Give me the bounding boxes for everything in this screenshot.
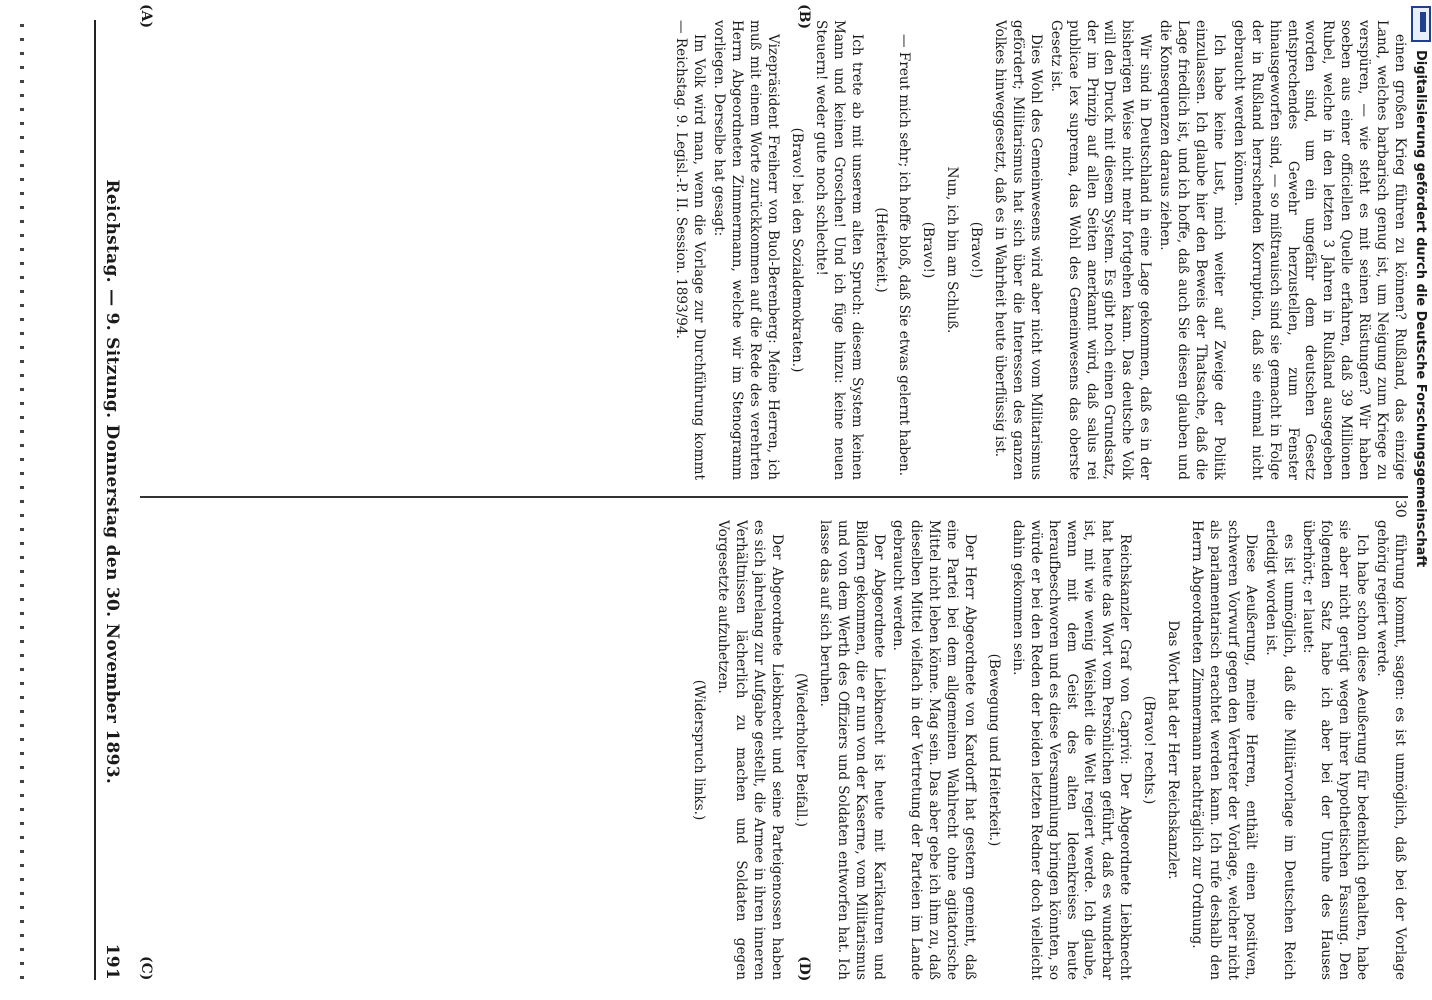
paragraph: Im Volk wird man, wenn die Vorlage zur Durchführung kommt — Reichstag. 9. Legisl.-P. II. Session. 1893/94. <box>673 20 708 480</box>
paragraph: (Widerspruch links.) <box>691 679 708 821</box>
sheet-number: 30 <box>1392 500 1408 518</box>
column-divider <box>140 496 1408 498</box>
paragraph: Das Wort hat der Herr Reichskanzler. <box>1165 620 1182 880</box>
paragraph: (Bravo! bei den Sozialdemokraten.) <box>788 127 805 373</box>
paragraph: Vizepräsident Freiherr von Buol-Berenberg: Meine Herren, ich muß mit einem Worte zurückkommen auf die Rede des verehrten Herrn Abgeordneten Zimmermann, welche wir im Stenogramm vorliegen. Derselbe hat gesagt: <box>711 20 781 480</box>
running-head <box>92 20 132 980</box>
right-text-column <box>140 520 1408 980</box>
paragraph: Nun, ich bin am Schluß. <box>944 166 961 334</box>
paragraph: Der Abgeordnete Liebknecht ist heute mit Karikaturen und Bildern gekommen, die er nun von der Kaserne, vom Militarismus und von dem Werth des Offiziers und Soldaten entworfen hat. Ich lasse das auf sich beruhen. <box>816 520 887 980</box>
paragraph: (Bravo! rechts.) <box>1141 695 1158 805</box>
margin-marker-b: (B) <box>796 4 812 30</box>
paragraph: Dies Wohl des Gemeinwesens wird aber nicht vom Militarismus gefördert; Militarismus hat sich über die Interessen des ganzen Volkes hinweggesetzt, daß es in Wahrheit heute überflüssig ist. <box>992 20 1044 480</box>
paragraph: Wir sind in Deutschland in eine Lage gekommen, daß es in der bisherigen Weise nicht mehr fortgehen kann. Das deutsche Volk will den Druck mit diesem System. Es gibt noch einen Grundsatz, der im Prinzip auf allen Seiten anerkannt wird, daß salus rei publicae lex suprema, das Wohl des Gemeinwesens das oberste Gesetz ist. <box>1047 20 1154 480</box>
paragraph: einen großen Krieg führen zu können? Rußland, das einzige Land, welches barbarisch genug ist, um Neigung zum Kriege zu verspüren, — wie steht es mit seinen Rüstungen? Wir haben soeben aus einer officiellen Quelle erfahren, daß 39 Millionen Rubel, welche in den letzten 3 Jahren in Rußland ausgegeben worden sind, um ein ungefähr dem deutschen Gesetz entsprechendes Gewehr herzustellen, zum Fenster hinausgeworfen sind, — so mißtrauisch sind sie gemacht in Folge der in Rußland herrschenden Korruption, daß sie einmal nicht gebraucht werden können. <box>1230 20 1408 480</box>
paragraph: — Freut mich sehr; ich hoffe bloß, daß Sie etwas gelernt haben. <box>896 34 913 477</box>
margin-marker-d: (D) <box>796 956 812 982</box>
margin-marker-a: (A) <box>138 4 154 29</box>
scan-edge-dots <box>20 24 24 984</box>
paragraph: Ich habe schon diese Aeußerung für bedenklich gehalten, habe sie aber nicht gerügt wegen ihrer hypothetischen Fassung. Den folgenden Satz habe ich aber bei der Unruhe des Hauses überhört; er lautet: <box>1300 520 1371 980</box>
paragraph: (Heiterkeit.) <box>872 207 889 293</box>
paragraph: (Bravo!) <box>920 221 937 279</box>
paragraph: es ist unmöglich, daß die Militärvorlage im Deutschen Reich erledigt worden ist. <box>1262 520 1297 980</box>
page-title: Reichstag. — 9. Sitzung. Donnerstag den 30. November 1893. <box>102 179 122 785</box>
paragraph: Ich habe keine Lust, mich weiter auf Zweige der Politik einzulassen. Ich glaube hier den Beweis der Thatsache, daß die Lage friedlich ist, und ich hoffe, daß auch Sie diesen glauben und die Konsequenzen daraus ziehen. <box>1157 20 1227 480</box>
paragraph: (Bewegung und Heiterkeit.) <box>985 653 1002 847</box>
digitization-footer <box>1408 0 1432 992</box>
paragraph: führung kommt, sagen: es ist unmöglich, daß bei der Vorlage gehörig regiert werde. <box>1374 520 1408 980</box>
paragraph: Diese Aeußerung, meine Herren, enthält einen positiven, schweren Vorwurf gegen den Vertreter der Vorlage, welcher nicht als parlamentarisch erachtet werden kann. Ich rufe deshalb den Herrn Abgeordneten Zimmermann nachträglich zur Ordnung. <box>1189 520 1259 980</box>
paragraph: Reichskanzler Graf von Caprivi: Der Abgeordnete Liebknecht hat heute das Wort vom Persönlichen geführt, daß es wunderbar ist, mit wie wenig Weisheit die Welt regiert werde. Ich glaube, wenn mit dem Geist des alten Ideenkreises heute heraufbeschworen und es diese Versammlung bringen könnten, so würde er bei den Reden der beiden letzten Redner doch vielleicht dahin gekommen sein. <box>1009 520 1134 980</box>
paragraph: Der Abgeordnete Liebknecht und seine Parteigenossen haben es sich jahrelang zur Aufgabe gestellt, die Armee in ihren inneren Verhältnissen lächerlich zu machen und Soldaten gegen Vorgesetzte aufzuhetzen. <box>715 520 785 980</box>
paragraph: Ich trete ab mit unserem alten Spruch: diesem System keinen Mann und keinen Groschen! Und ich füge hinzu: keine neuen Steuern! weder gute noch schlechte! <box>812 20 865 480</box>
footer-digitization-note: Digitalisierung gefördert durch die Deutsche Forschungsgemeinschaft <box>1413 50 1429 568</box>
page-number: 191 <box>102 943 122 980</box>
footer-text <box>1410 0 1432 992</box>
dfg-logo-icon <box>1411 6 1431 42</box>
paragraph: (Bravo!) <box>968 221 985 279</box>
paragraph: Der Herr Abgeordnete von Kardorff hat gestern gemeint, daß eine Partei bei dem allgemeinen Wahlrecht ohne agitatorische Mittel nicht leben könne. Mag sein. Das aber gebe ich ihm zu, daß dieselben Mittel vielfach in der Vertretung der Parteien im Lande gebraucht werden. <box>890 520 979 980</box>
paragraph: (Wiederholter Beifall.) <box>792 672 809 828</box>
margin-marker-c: (C) <box>138 956 154 981</box>
left-text-column <box>140 20 1408 480</box>
